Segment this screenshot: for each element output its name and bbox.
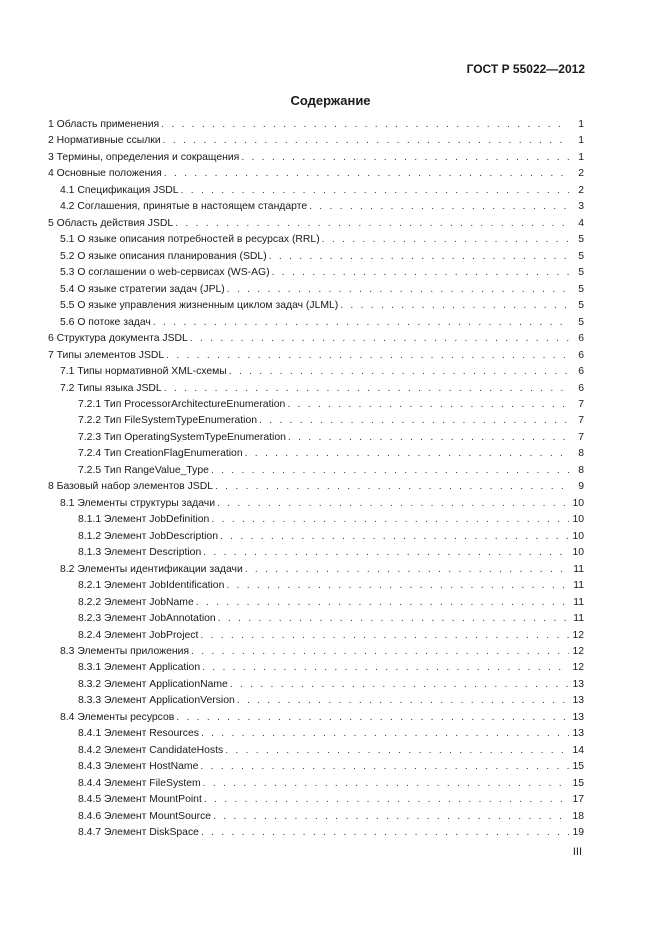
toc-entry-page: 8 — [578, 464, 584, 476]
toc-entry-page: 2 — [578, 168, 584, 180]
toc-entry — [48, 185, 584, 201]
toc-entry-page: 14 — [572, 744, 584, 756]
page-title: Содержание — [290, 93, 371, 108]
toc-entry-page: 5 — [578, 316, 584, 328]
toc-entry-label: 8.4.1 Элемент Resources — [78, 728, 199, 740]
toc-entry — [48, 448, 584, 464]
toc-entry — [48, 662, 584, 678]
toc-entry-page: 11 — [573, 580, 584, 592]
toc-entry-label: 5.1 О языке описания потребностей в ресурсах (RRL) — [60, 234, 320, 246]
toc-leader-dots — [203, 778, 569, 789]
toc-entry — [48, 218, 584, 234]
toc-entry-label: 8.3.3 Элемент ApplicationVersion — [78, 695, 235, 707]
page-number: III — [572, 846, 582, 858]
toc-leader-dots — [202, 662, 569, 673]
toc-entry-page: 6 — [578, 366, 584, 378]
toc-leader-dots — [175, 218, 569, 229]
toc-entry-page: 2 — [578, 184, 584, 196]
toc-entry-page: 12 — [572, 629, 584, 641]
toc-entry-page: 12 — [572, 646, 584, 657]
toc-entry — [48, 267, 584, 283]
toc-entry — [48, 778, 584, 794]
toc-entry — [48, 811, 584, 827]
toc-leader-dots — [217, 498, 569, 509]
toc-leader-dots — [166, 350, 569, 361]
toc-entry-page: 1 — [578, 135, 584, 147]
toc-entry-page: 3 — [578, 201, 584, 213]
toc-leader-dots — [163, 135, 569, 146]
toc-entry-page: 13 — [572, 728, 584, 740]
toc-entry — [48, 481, 584, 497]
toc-entry-label: 7 Типы элементов JSDL — [48, 349, 165, 361]
toc-leader-dots — [309, 201, 569, 212]
toc-entry-page: 5 — [578, 267, 584, 279]
toc-leader-dots — [201, 728, 569, 739]
toc-leader-dots — [176, 712, 569, 723]
toc-entry-page: 13 — [572, 711, 584, 723]
toc-leader-dots — [245, 448, 569, 459]
table-of-contents — [48, 119, 584, 844]
document-code: ГОСТ Р 55022—2012 — [466, 62, 585, 76]
toc-entry-label: 5.6 О потоке задач — [60, 316, 151, 328]
toc-entry-label: 8.4.5 Элемент MountPoint — [78, 794, 202, 806]
toc-leader-dots — [213, 811, 569, 822]
toc-entry — [48, 300, 584, 316]
toc-entry-label: 4.2 Соглашения, принятые в настоящем стандарте — [60, 201, 308, 213]
toc-entry-page: 1 — [578, 119, 584, 130]
toc-entry-page: 18 — [572, 810, 584, 822]
toc-entry — [48, 695, 584, 711]
toc-entry — [48, 135, 584, 151]
toc-leader-dots — [237, 695, 569, 706]
toc-leader-dots — [164, 383, 569, 394]
toc-leader-dots — [230, 679, 569, 690]
toc-leader-dots — [288, 432, 569, 443]
toc-leader-dots — [153, 317, 569, 328]
toc-entry-label: 7.1 Типы нормативной XML-схемы — [60, 366, 227, 378]
toc-leader-dots — [190, 333, 569, 344]
toc-leader-dots — [322, 234, 569, 245]
toc-entry-page: 5 — [578, 283, 584, 295]
toc-entry — [48, 284, 584, 300]
toc-entry — [48, 745, 584, 761]
toc-entry-page: 10 — [572, 547, 584, 559]
toc-entry — [48, 465, 584, 481]
toc-entry-label: 8 Базовый набор элементов JSDL — [48, 481, 213, 493]
toc-entry — [48, 317, 584, 333]
toc-entry-label: 7.2.4 Тип CreationFlagEnumeration — [78, 448, 243, 460]
toc-entry-page: 13 — [572, 695, 584, 707]
toc-entry-label: 8.4.3 Элемент HostName — [78, 761, 199, 773]
toc-entry — [48, 350, 584, 366]
toc-entry — [48, 234, 584, 250]
toc-entry — [48, 531, 584, 547]
toc-leader-dots — [181, 185, 569, 196]
toc-entry-page: 11 — [573, 596, 584, 608]
toc-entry-label: 8.4 Элементы ресурсов — [60, 711, 175, 723]
toc-entry — [48, 564, 584, 580]
toc-entry — [48, 383, 584, 399]
toc-entry-page: 13 — [572, 678, 584, 690]
toc-entry — [48, 827, 584, 843]
toc-entry-label: 5 Область действия JSDL — [48, 217, 174, 229]
toc-entry — [48, 646, 584, 662]
toc-leader-dots — [218, 613, 569, 624]
toc-entry — [48, 415, 584, 431]
toc-entry — [48, 679, 584, 695]
toc-entry-label: 4 Основные положения — [48, 168, 162, 180]
toc-entry-page: 1 — [578, 151, 584, 163]
toc-leader-dots — [215, 481, 569, 492]
toc-entry-label: 8.1.2 Элемент JobDescription — [78, 530, 218, 542]
toc-entry-label: 7.2.3 Тип OperatingSystemTypeEnumeration — [78, 431, 286, 443]
toc-entry-page: 10 — [572, 530, 584, 542]
toc-leader-dots — [211, 514, 569, 525]
toc-entry-label: 7.2.2 Тип FileSystemTypeEnumeration — [78, 415, 258, 427]
toc-entry-label: 8.4.6 Элемент MountSource — [78, 810, 212, 822]
toc-entry — [48, 580, 584, 596]
toc-entry — [48, 432, 584, 448]
toc-entry-label: 8.3 Элементы приложения — [60, 646, 190, 657]
toc-entry — [48, 333, 584, 349]
toc-entry-label: 8.3.1 Элемент Application — [78, 662, 201, 674]
toc-entry-label: 5.4 О языке стратегии задач (JPL) — [60, 283, 225, 295]
toc-entry-page: 5 — [578, 234, 584, 246]
toc-entry-label: 8.3.2 Элемент ApplicationName — [78, 678, 228, 690]
toc-entry — [48, 498, 584, 514]
toc-entry — [48, 366, 584, 382]
toc-entry — [48, 152, 584, 168]
toc-entry-label: 7.2.1 Тип ProcessorArchitectureEnumeration — [78, 398, 286, 410]
toc-entry — [48, 712, 584, 728]
toc-entry-page: 12 — [572, 662, 584, 674]
toc-entry-page: 17 — [572, 794, 584, 806]
toc-leader-dots — [201, 827, 569, 838]
toc-entry-label: 8.2.1 Элемент JobIdentification — [78, 580, 225, 592]
toc-leader-dots — [200, 761, 569, 772]
toc-entry — [48, 613, 584, 629]
toc-entry-label: 8.1.3 Элемент Description — [78, 547, 202, 559]
toc-entry-label: 8.1.1 Элемент JobDefinition — [78, 514, 210, 526]
toc-leader-dots — [227, 284, 569, 295]
toc-leader-dots — [220, 531, 569, 542]
toc-leader-dots — [245, 564, 569, 575]
toc-leader-dots — [203, 547, 569, 558]
toc-entry-label: 5.5 О языке управления жизненным циклом задач (JLML) — [60, 300, 339, 312]
toc-entry-label: 3 Термины, определения и сокращения — [48, 151, 240, 163]
toc-entry — [48, 399, 584, 415]
toc-entry-page: 8 — [578, 448, 584, 460]
toc-entry-label: 1 Область применения — [48, 119, 160, 130]
toc-entry-page: 6 — [578, 333, 584, 345]
toc-entry-label: 6 Структура документа JSDL — [48, 333, 188, 345]
toc-entry-page: 9 — [578, 481, 584, 493]
toc-entry — [48, 119, 584, 135]
toc-entry-label: 8.2.3 Элемент JobAnnotation — [78, 613, 216, 625]
toc-leader-dots — [340, 300, 569, 311]
toc-entry-page: 19 — [572, 827, 584, 839]
toc-entry-page: 7 — [578, 398, 584, 410]
toc-entry-page: 7 — [578, 431, 584, 443]
toc-entry-page: 4 — [578, 217, 584, 229]
toc-leader-dots — [287, 399, 569, 410]
toc-entry-page: 11 — [573, 563, 584, 575]
toc-entry-page: 5 — [578, 250, 584, 262]
toc-entry-page: 6 — [578, 349, 584, 361]
toc-entry-label: 7.2.5 Тип RangeValue_Type — [78, 464, 209, 476]
toc-entry — [48, 251, 584, 267]
toc-entry-label: 8.4.7 Элемент DiskSpace — [78, 827, 199, 839]
toc-leader-dots — [241, 152, 569, 163]
toc-entry-page: 15 — [572, 761, 584, 773]
toc-entry — [48, 597, 584, 613]
toc-leader-dots — [259, 415, 569, 426]
toc-leader-dots — [196, 597, 569, 608]
toc-leader-dots — [225, 745, 569, 756]
toc-entry — [48, 168, 584, 184]
toc-entry-page: 15 — [572, 777, 584, 789]
toc-leader-dots — [226, 580, 569, 591]
toc-entry-label: 8.4.4 Элемент FileSystem — [78, 777, 201, 789]
toc-entry — [48, 201, 584, 217]
toc-entry-page: 10 — [572, 497, 584, 509]
toc-entry-label: 8.4.2 Элемент CandidateHosts — [78, 744, 224, 756]
toc-entry-label: 8.1 Элементы структуры задачи — [60, 497, 216, 509]
toc-entry-label: 8.2 Элементы идентификации задачи — [60, 563, 243, 575]
toc-leader-dots — [229, 366, 569, 377]
toc-entry-page: 11 — [573, 613, 584, 625]
toc-entry-page: 5 — [578, 300, 584, 312]
toc-entry — [48, 630, 584, 646]
toc-leader-dots — [164, 168, 569, 179]
toc-entry — [48, 728, 584, 744]
toc-entry-page: 6 — [578, 382, 584, 394]
toc-entry-label: 5.2 О языке описания планирования (SDL) — [60, 250, 267, 262]
toc-leader-dots — [191, 646, 569, 657]
toc-leader-dots — [272, 267, 569, 278]
toc-leader-dots — [200, 630, 569, 641]
toc-entry — [48, 794, 584, 810]
toc-entry — [48, 761, 584, 777]
toc-entry — [48, 514, 584, 530]
toc-leader-dots — [161, 119, 569, 130]
toc-entry-label: 7.2 Типы языка JSDL — [60, 382, 162, 394]
toc-entry-label: 5.3 О соглашении о web-сервисах (WS-AG) — [60, 267, 270, 279]
toc-entry-label: 8.2.2 Элемент JobName — [78, 596, 194, 608]
toc-entry — [48, 547, 584, 563]
toc-entry-label: 4.1 Спецификация JSDL — [60, 184, 179, 196]
toc-entry-label: 2 Нормативные ссылки — [48, 135, 161, 147]
toc-entry-page: 10 — [572, 514, 584, 526]
toc-leader-dots — [211, 465, 569, 476]
toc-leader-dots — [204, 794, 569, 805]
toc-leader-dots — [269, 251, 569, 262]
toc-entry-page: 7 — [578, 415, 584, 427]
toc-entry-label: 8.2.4 Элемент JobProject — [78, 629, 199, 641]
